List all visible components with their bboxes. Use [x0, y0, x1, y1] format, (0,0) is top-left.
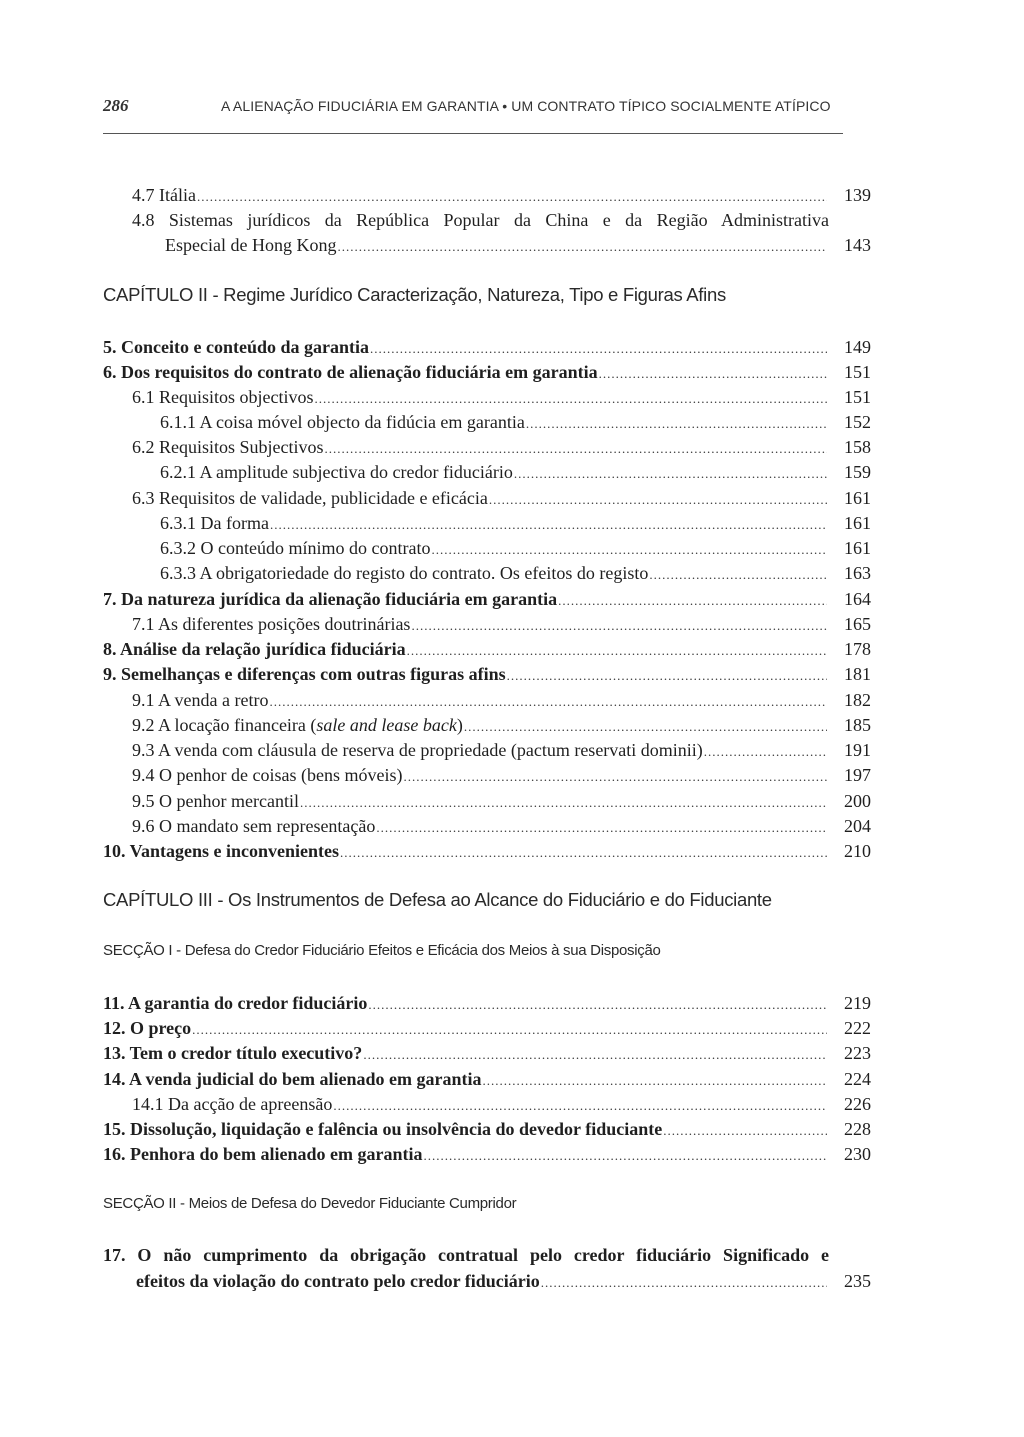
toc-entry[interactable]: 9.5 O penhor mercantil ..... — [132, 789, 829, 814]
running-title: A ALIENAÇÃO FIDUCIÁRIA EM GARANTIA • UM CONTRATO TÍPICO SOCIALMENTE ATÍPICO — [221, 98, 831, 114]
toc-entry[interactable]: 6.3.3 A obrigatoriedade do registo do contrato. Os efeitos do registo ..... — [160, 561, 829, 586]
toc-entry-page: 151 — [844, 387, 871, 407]
toc-entry-page: 204 — [844, 816, 871, 836]
toc-entry[interactable]: 6. Dos requisitos do contrato de alienação fiduciária em garantia ..... — [103, 360, 829, 385]
toc-entry-page: 200 — [844, 791, 871, 811]
chapter-heading[interactable]: CAPÍTULO II - Regime Jurídico Caracterização, Natureza, Tipo e Figuras Afins — [103, 284, 726, 305]
toc-entry[interactable]: 6.3 Requisitos de validade, publicidade e eficácia ..... — [132, 486, 829, 511]
toc-entry[interactable]: 9.2 A locação financeira (sale and lease back) ..... — [132, 713, 829, 738]
toc-entry[interactable]: 9.4 O penhor de coisas (bens móveis) ..... — [132, 763, 829, 788]
toc-entry-title-line1[interactable]: 4.8 Sistemas jurídicos da República Popular da China e da Região Administrativa — [132, 210, 829, 230]
toc-entry[interactable]: 10. Vantagens e inconvenientes ..... — [103, 839, 829, 864]
toc-entry[interactable]: 13. Tem o credor título executivo? ..... — [103, 1041, 829, 1066]
section-heading[interactable]: SECÇÃO I - Defesa do Credor Fiduciário Efeitos e Eficácia dos Meios à sua Disposição — [103, 942, 661, 959]
toc-entry[interactable]: 14. A venda judicial do bem alienado em garantia ..... — [103, 1067, 829, 1092]
toc-entry-page: 161 — [844, 488, 871, 508]
toc-entry[interactable] — [165, 233, 829, 258]
toc-entry-page: 224 — [844, 1069, 871, 1089]
toc-entry-page: 158 — [844, 437, 871, 457]
toc-entry[interactable]: 7. Da natureza jurídica da alienação fiduciária em garantia ..... — [103, 587, 829, 612]
toc-entry[interactable]: 12. O preço ..... — [103, 1016, 829, 1041]
toc-entry[interactable]: 9.6 O mandato sem representação ..... — [132, 814, 829, 839]
toc-entry-page: 210 — [844, 841, 871, 861]
toc-entry-page: 178 — [844, 639, 871, 659]
toc-entry-title-line2: Especial de Hong Kong — [165, 235, 337, 255]
toc-entry[interactable]: 16. Penhora do bem alienado em garantia ..... — [103, 1142, 829, 1167]
toc-entry[interactable]: 14.1 Da acção de apreensão ..... — [132, 1092, 829, 1117]
page-number: 286 — [103, 96, 129, 115]
toc-entry-page: 165 — [844, 614, 871, 634]
toc-entry[interactable]: 9. Semelhanças e diferenças com outras figuras afins ..... — [103, 662, 829, 687]
toc-entry[interactable] — [136, 1269, 829, 1294]
toc-entry-page: 197 — [844, 765, 871, 785]
toc-entry-page: 159 — [844, 462, 871, 482]
toc-entry[interactable]: 9.3 A venda com cláusula de reserva de propriedade (pactum reservati dominii) ..... — [132, 738, 829, 763]
toc-entry[interactable]: 11. A garantia do credor fiduciário ..... — [103, 991, 829, 1016]
toc-entry-title-line2: efeitos da violação do contrato pelo credor fiduciário — [136, 1271, 540, 1291]
toc-entry[interactable]: 8. Análise da relação jurídica fiduciária ..... — [103, 637, 829, 662]
toc-entry[interactable]: 7.1 As diferentes posições doutrinárias ..... — [132, 612, 829, 637]
toc-entry-page: 181 — [844, 664, 871, 684]
toc-entry-page: 223 — [844, 1043, 871, 1063]
toc-entry[interactable]: 6.2 Requisitos Subjectivos ..... — [132, 435, 829, 460]
toc-entry-page: 152 — [844, 412, 871, 432]
toc-entry-title: 4.7 Itália — [132, 185, 196, 205]
toc-entry-page: 164 — [844, 589, 871, 609]
toc-entry-page: 161 — [844, 513, 871, 533]
section-heading[interactable]: SECÇÃO II - Meios de Defesa do Devedor Fiduciante Cumpridor — [103, 1195, 517, 1212]
toc-entry-page: 143 — [844, 235, 871, 255]
page-header — [103, 94, 843, 120]
toc-entry[interactable] — [132, 183, 829, 208]
toc-entry-page: 161 — [844, 538, 871, 558]
toc-entry[interactable]: 6.2.1 A amplitude subjectiva do credor fiduciário ..... — [160, 460, 829, 485]
toc-entry-page: 222 — [844, 1018, 871, 1038]
toc-entry-page: 228 — [844, 1119, 871, 1139]
toc-entry-page: 151 — [844, 362, 871, 382]
toc-entry[interactable]: 9.1 A venda a retro ..... — [132, 688, 829, 713]
toc-entry[interactable]: 15. Dissolução, liquidação e falência ou insolvência do devedor fiduciante ..... — [103, 1117, 829, 1142]
toc-entry-page: 226 — [844, 1094, 871, 1114]
toc-entry-page: 185 — [844, 715, 871, 735]
toc-entry[interactable]: 5. Conceito e conteúdo da garantia ..... — [103, 335, 829, 360]
toc-entry-page: 235 — [844, 1271, 871, 1291]
toc-entry-page: 139 — [844, 185, 871, 205]
toc-entry[interactable]: 6.3.2 O conteúdo mínimo do contrato ..... — [160, 536, 829, 561]
toc-entry-page: 163 — [844, 563, 871, 583]
toc-entry[interactable]: 6.1 Requisitos objectivos ..... — [132, 385, 829, 410]
toc-entry-page: 230 — [844, 1144, 871, 1164]
toc-entry-page: 191 — [844, 740, 871, 760]
toc-entry[interactable]: 6.3.1 Da forma ..... — [160, 511, 829, 536]
toc-entry-title-line1[interactable]: 17. O não cumprimento da obrigação contratual pelo credor fiduciário Significado e — [103, 1245, 829, 1265]
header-divider — [103, 133, 843, 134]
toc-entry-page: 149 — [844, 337, 871, 357]
toc-entry-page: 182 — [844, 690, 871, 710]
chapter-heading[interactable]: CAPÍTULO III - Os Instrumentos de Defesa ao Alcance do Fiduciário e do Fiduciante — [103, 889, 772, 910]
toc-entry-page: 219 — [844, 993, 871, 1013]
toc-entry[interactable]: 6.1.1 A coisa móvel objecto da fidúcia em garantia ..... — [160, 410, 829, 435]
